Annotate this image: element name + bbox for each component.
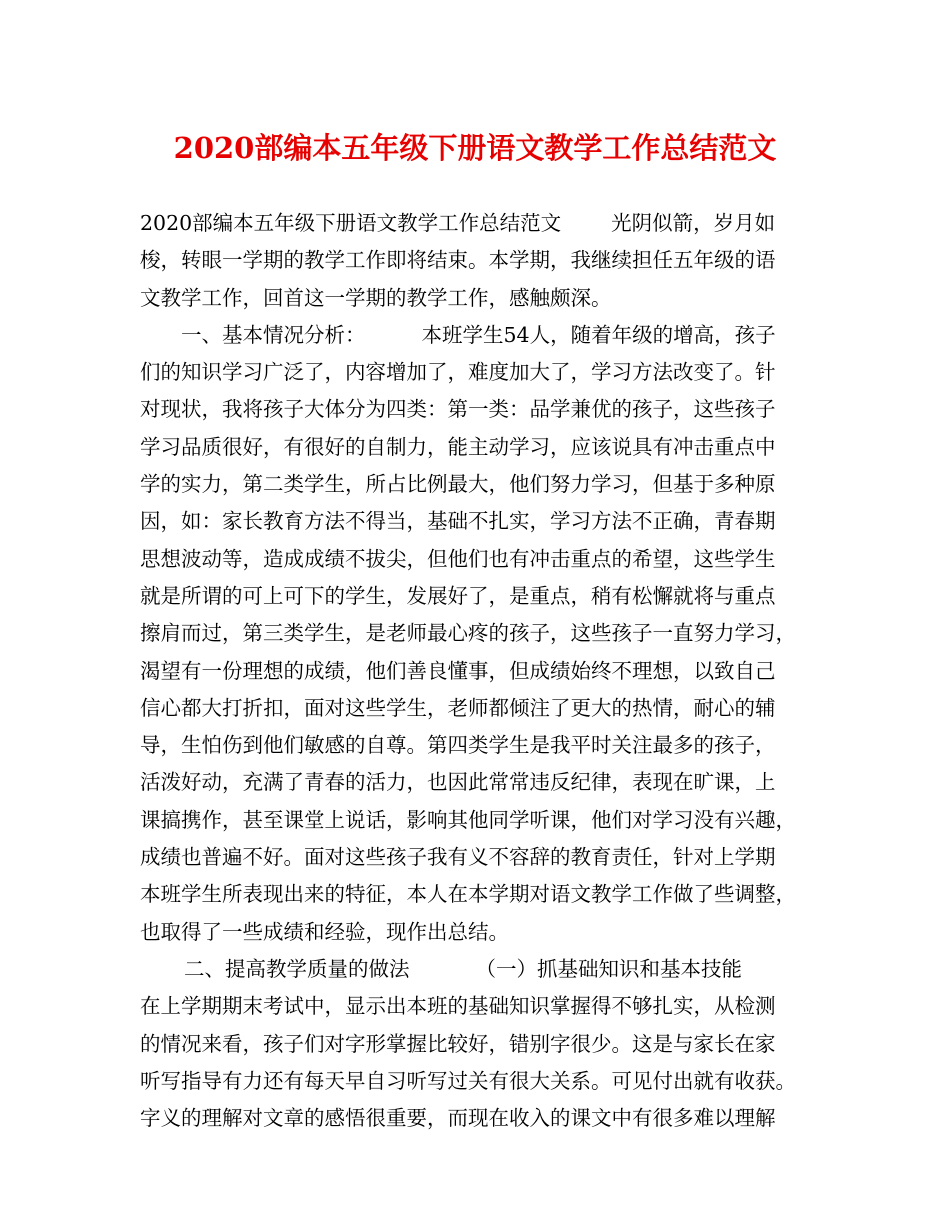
text-line: 擦肩而过，第三类学生，是老师最心疼的孩子，这些孩子一直努力学习，: [140, 621, 796, 646]
paragraph-start: 本班学生54人，随着年级的增高，孩子: [421, 322, 776, 347]
text-line: 课搞携作，甚至课堂上说话，影响其他同学听课，他们对学习没有兴趣，: [140, 807, 796, 832]
text-line: [140, 951, 820, 988]
text-line: 听写指导有力还有每天早自习听写过关有很大关系。可见付出就有收获。: [140, 1068, 796, 1093]
intro-text: 光阴似箭，岁月如: [611, 211, 776, 235]
section-heading-1: 一、基本情况分析：: [181, 322, 366, 347]
text-line: 信心都大打折扣，面对这些学生，老师都倾注了更大的热情，耐心的辅: [140, 695, 776, 720]
document-title: 2020部编本五年级下册语文教学工作总结范文: [173, 131, 777, 165]
subsection-heading-1: （一）抓基础知识和基本技能: [475, 956, 742, 981]
text-line: 学习品质很好，有很好的自制力，能主动学习，应该说具有冲击重点中: [140, 434, 776, 459]
text-line: 对现状，我将孩子大体分为四类：第一类：品学兼优的孩子，这些孩子: [140, 397, 776, 422]
text-line: 成绩也普遍不好。面对这些孩子我有义不容辞的教育责任，针对上学期: [140, 845, 776, 870]
intro-title-repeat: 2020部编本五年级下册语文教学工作总结范文: [140, 211, 562, 235]
text-line: 学的实力，第二类学生，所占比例最大，他们努力学习，但基于多种原: [140, 472, 776, 497]
text-line: 就是所谓的可上可下的学生，发展好了，是重点，稍有松懈就将与重点: [140, 583, 776, 608]
text-line: 也取得了一些成绩和经验，现作出总结。: [140, 919, 509, 944]
document-body: [140, 205, 820, 1137]
text-line: 们的知识学习广泛了，内容增加了，难度加大了，学习方法改变了。针: [140, 360, 776, 385]
text-line: 因，如：家长教育方法不得当，基础不扎实，学习方法不正确，青春期: [140, 509, 776, 534]
text-line: 渴望有一份理想的成绩，他们善良懂事，但成绩始终不理想，以致自己: [140, 658, 776, 683]
text-line: [140, 317, 820, 354]
text-line: 文教学工作，回首这一学期的教学工作，感触颇深。: [140, 285, 612, 310]
text-line: 活泼好动，充满了青春的活力，也因此常常违反纪律，表现在旷课，上: [140, 770, 776, 795]
text-line: 字义的理解对文章的感悟很重要，而现在收入的课文中有很多难以理解: [140, 1106, 776, 1131]
text-line: 思想波动等，造成成绩不拔尖，但他们也有冲击重点的希望，这些学生: [140, 546, 776, 571]
section-heading-2: 二、提高教学质量的做法: [184, 956, 410, 981]
text-line: 梭，转眼一学期的教学工作即将结束。本学期，我继续担任五年级的语: [140, 248, 776, 273]
text-line: 在上学期期末考试中，显示出本班的基础知识掌握得不够扎实，从检测: [140, 994, 776, 1019]
text-line: 的情况来看，孩子们对字形掌握比较好，错别字很少。这是与家长在家: [140, 1031, 776, 1056]
text-line: 本班学生所表现出来的特征，本人在本学期对语文教学工作做了些调整，: [140, 882, 796, 907]
text-line: 导，生怕伤到他们敏感的自尊。第四类学生是我平时关注最多的孩子，: [140, 733, 776, 758]
text-line: [140, 205, 820, 242]
